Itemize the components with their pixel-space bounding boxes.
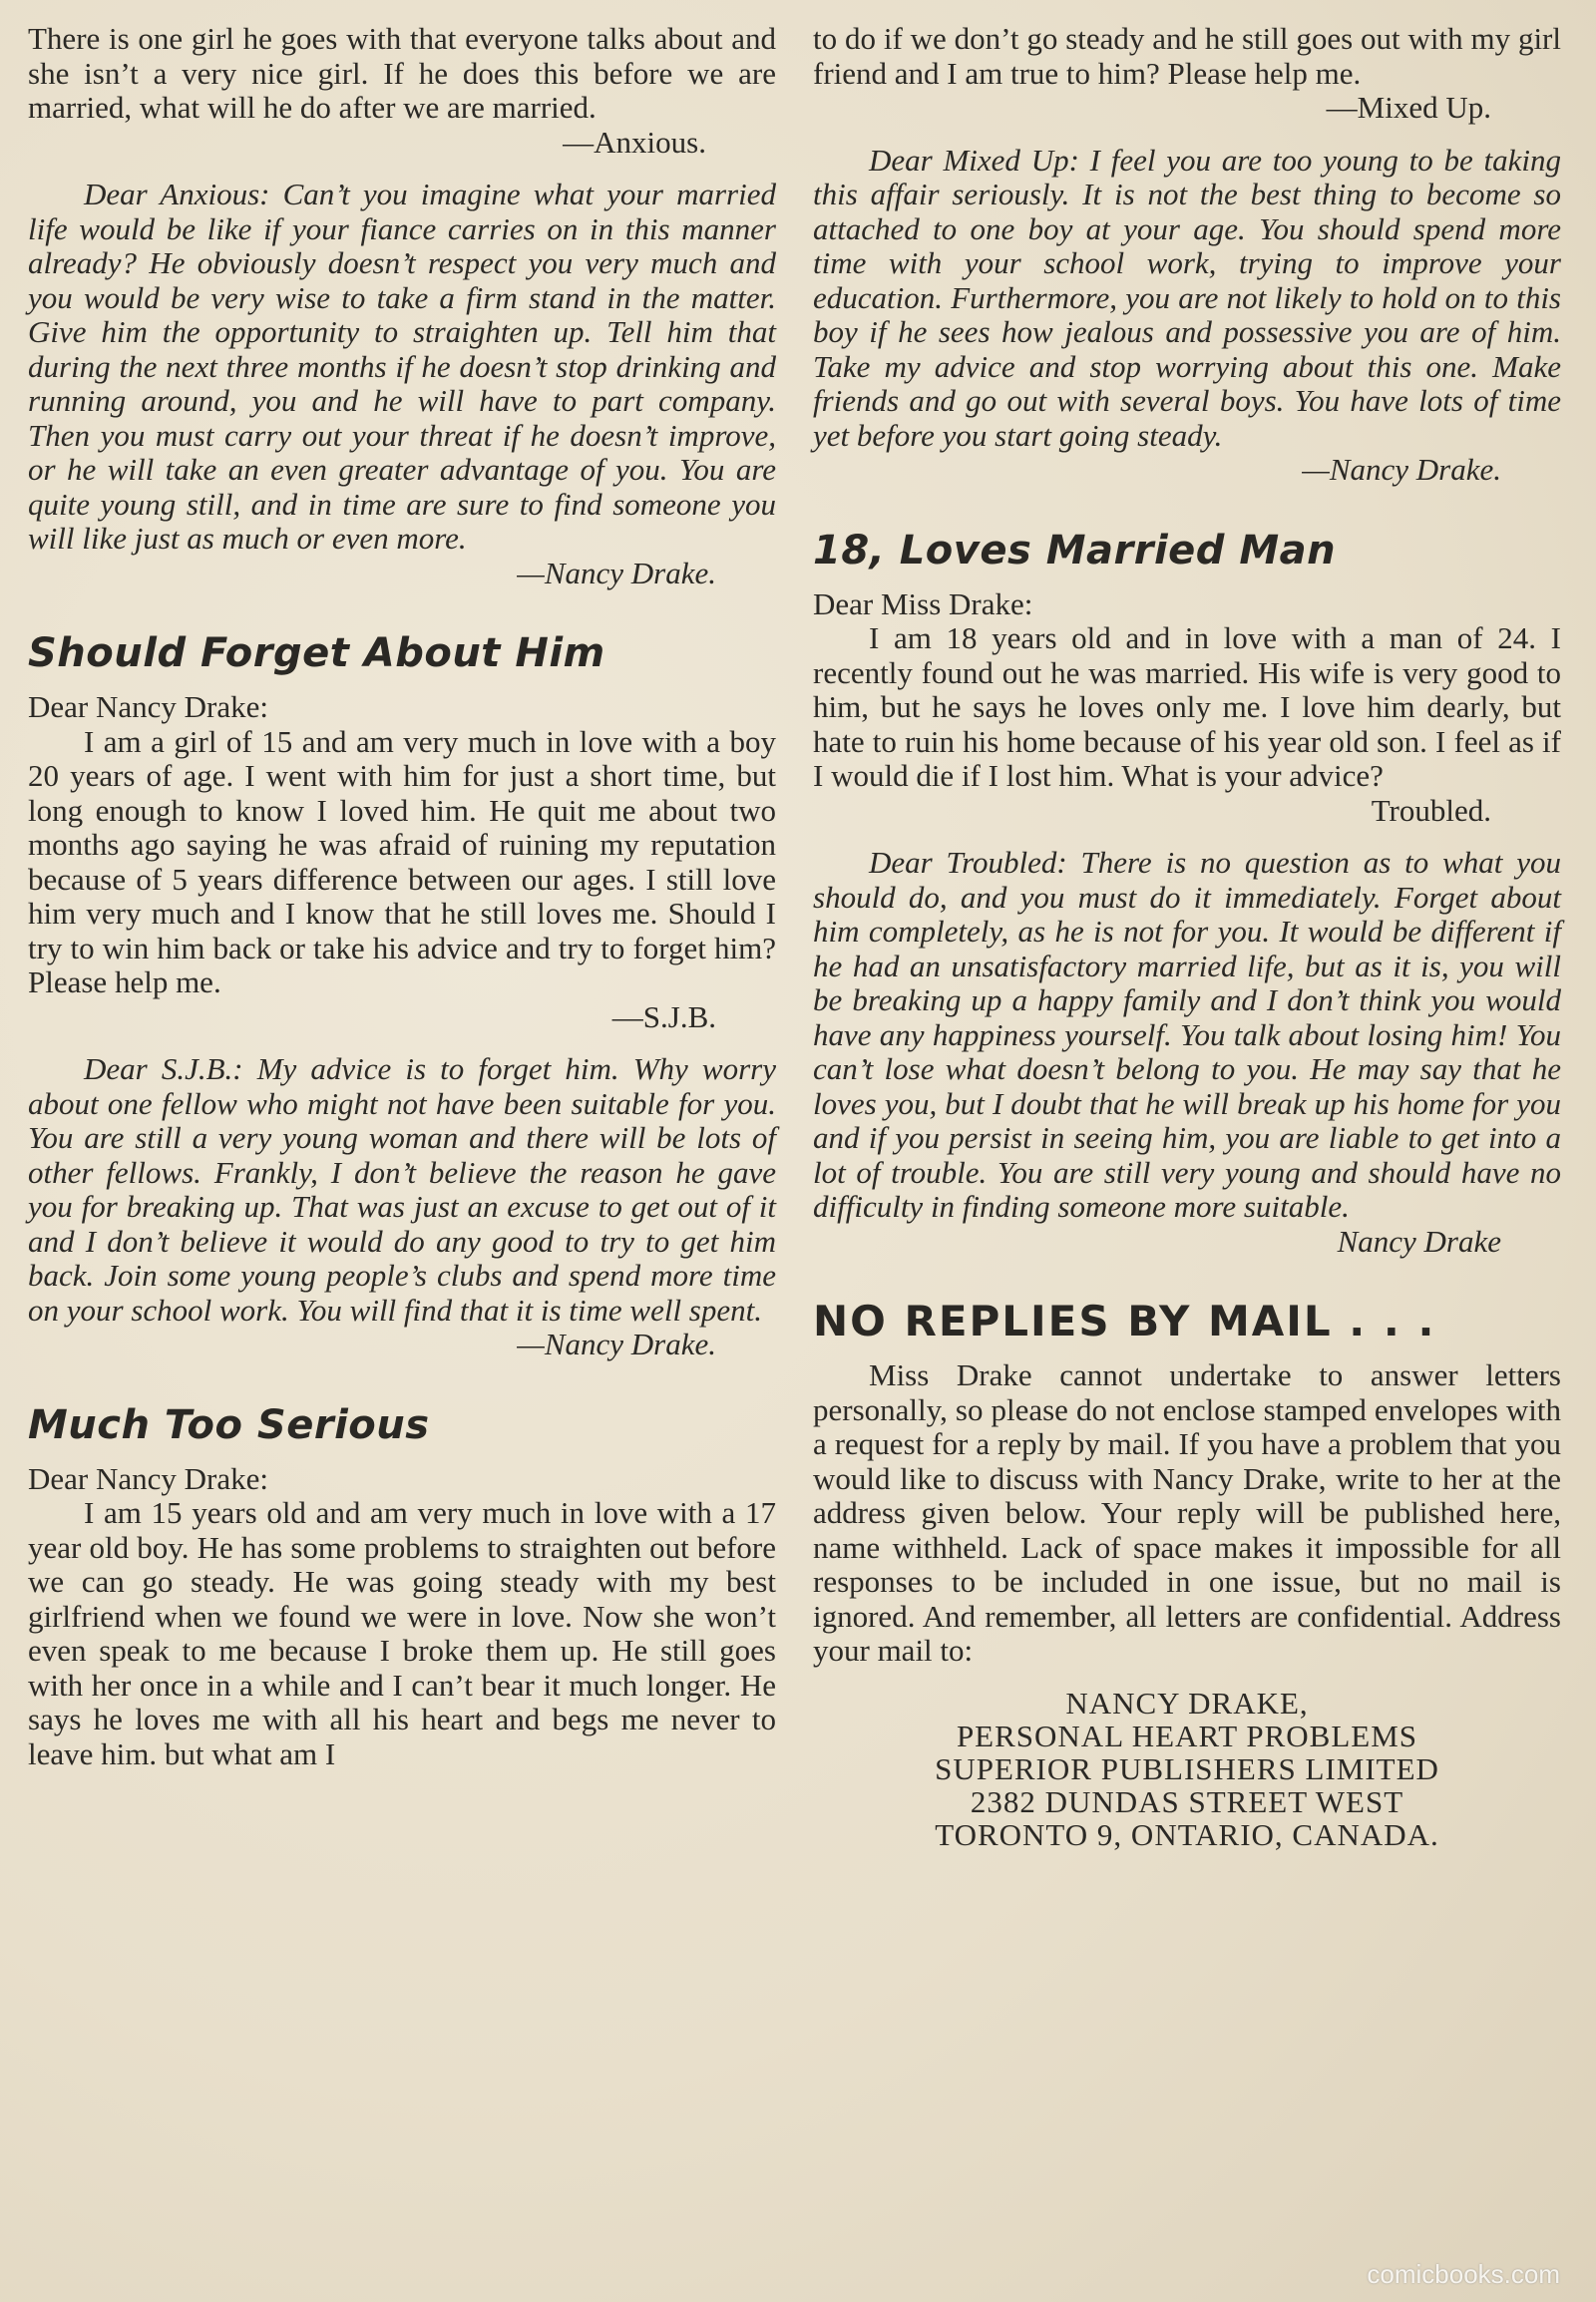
signature-nancy-1: —Nancy Drake. (517, 555, 716, 590)
signature-troubled: Troubled. (1371, 792, 1491, 828)
letter-troubled: I am 18 years old and in love with a man of 24. I recently found out he was married. His wife is very good to him, but he says he loves only me. I love him dearly, but hate to ruin his home because of his year old son. I feel as if I would die if I lost him. What is your advice? (813, 620, 1561, 793)
signature-anxious: —Anxious. (563, 124, 706, 160)
signature-nancy-2: —Nancy Drake. (517, 1327, 716, 1361)
mailing-address (813, 1687, 1561, 1851)
heading-much-too-serious: Much Too Serious (28, 1401, 430, 1448)
salutation-4: Dear Miss Drake: (813, 585, 1033, 621)
letter-sjb: I am a girl of 15 and am very much in love with a boy 20 years of age. I went with him for just a short time, but long enough to know I loved him. He quit me about two months ago saying he was afraid of ruining my reputation because of 5 years difference between our ages. I still love him very much and I know that he still loves me. Should I try to win him back or take his advice and try to forget him? Please help me. (28, 723, 776, 999)
heading-no-replies: NO REPLIES BY MAIL . . . (813, 1297, 1436, 1345)
signature-nancy-3: —Nancy Drake. (1302, 452, 1501, 487)
heading-should-forget: Should Forget About Him (28, 630, 605, 676)
signature-mixed-up: —Mixed Up. (1326, 90, 1491, 125)
right-column (813, 22, 1561, 1851)
salutation-3: Dear Nancy Drake: (28, 1460, 268, 1496)
address-line: 2382 DUNDAS STREET WEST (970, 1783, 1404, 1819)
address-line: PERSONAL HEART PROBLEMS (956, 1718, 1418, 1753)
reply-anxious: Dear Anxious: Can’t you imagine what your married life would be like if your fiance carries on in this manner already? He obviously doesn’t respect you very much and you would be very wise to take a firm stand in the matter. Give him the opportunity to straighten up. Tell him that during the next three months if he doesn’t stop drinking and running around, you and he will have to part company. Then you must carry out your threat if he doesn’t improve, or he will take an even greater advantage of you. You are quite young still, and in time are sure to find someone you will like just as much or even more. (28, 177, 776, 556)
letter-anxious-end: There is one girl he goes with that everyone talks about and she isn’t a very nice girl. If he does this before we are married, what will he do after we are married. (28, 21, 776, 125)
signature-nancy-4: Nancy Drake (1337, 1223, 1501, 1259)
reply-troubled: Dear Troubled: There is no question as to what you should do, and you must do it immediately. Forget about him completely, as he is not for you. It would be different if he had an unsatisfactory married life, but as it is, you will be breaking up a happy family and I don’t think you would have any happiness yourself. You talk about losing him! You can’t lose what doesn’t belong to you. He may say that he loves you, but I doubt that he will break up his home for you and if you persist in seeing him, you are liable to get into a lot of trouble. You are still very young and should have no difficulty in finding someone more suitable. (813, 845, 1561, 1224)
signature-sjb: —S.J.B. (611, 998, 716, 1034)
reply-sjb: Dear S.J.B.: My advice is to forget him. Why worry about one fellow who might not have been suitable for you. You are still a very young woman and there will be lots of other fellows. Frankly, I don’t believe the reason he gave you for breaking up. That was just an excuse to get out of it and I don’t believe it would do any good to try to get him back. Join some young people’s clubs and spend more time on your school work. You will find that it is time well spent. (28, 1051, 776, 1328)
notice-text: Miss Drake cannot undertake to answer letters personally, so please do not enclose stamped envelopes with a request for a reply by mail. If you have a problem that you would like to discuss with Nancy Drake, write to her at the address given below. Your reply will be published here, name withheld. Lack of space makes it impossible for all responses to be included in one issue, but no mail is ignored. And remember, all letters are confidential. Address your mail to: (813, 1357, 1561, 1668)
heading-loves-married-man: 18, Loves Married Man (813, 527, 1337, 574)
watermark: comicbooks.com (1367, 2259, 1560, 2289)
reply-mixed-up: Dear Mixed Up: I feel you are too young to be taking this affair seriously. It is not the best thing to become so attached to one boy at your age. You should spend more time with your school work, trying to improve your education. Furthermore, you are not likely to hold on to this boy if he sees how jealous and possessive you are of him. Take my advice and stop worrying about this one. Make friends and go out with several boys. You have lots of time yet before you start going steady. (813, 142, 1561, 453)
letter-mixed-up-cont: to do if we don’t go steady and he still goes out with my girl friend and I am true to him? Please help me. (813, 21, 1561, 91)
salutation-2: Dear Nancy Drake: (28, 689, 268, 724)
address-line: NANCY DRAKE, (1065, 1685, 1309, 1721)
address-line: SUPERIOR PUBLISHERS LIMITED (935, 1750, 1439, 1786)
left-column (28, 22, 776, 1771)
address-line: TORONTO 9, ONTARIO, CANADA. (935, 1816, 1439, 1852)
letter-mixed-up-start: I am 15 years old and am very much in love with a 17 year old boy. He has some problems to straighten out before we can go steady. He was going steady with my best girlfriend when we found we were in love. Now she won’t even speak to me because I broke them up. He still goes with her once in a while and I can’t bear it much longer. He says he loves me with all his heart and begs me never to leave him. but what am I (28, 1495, 776, 1771)
